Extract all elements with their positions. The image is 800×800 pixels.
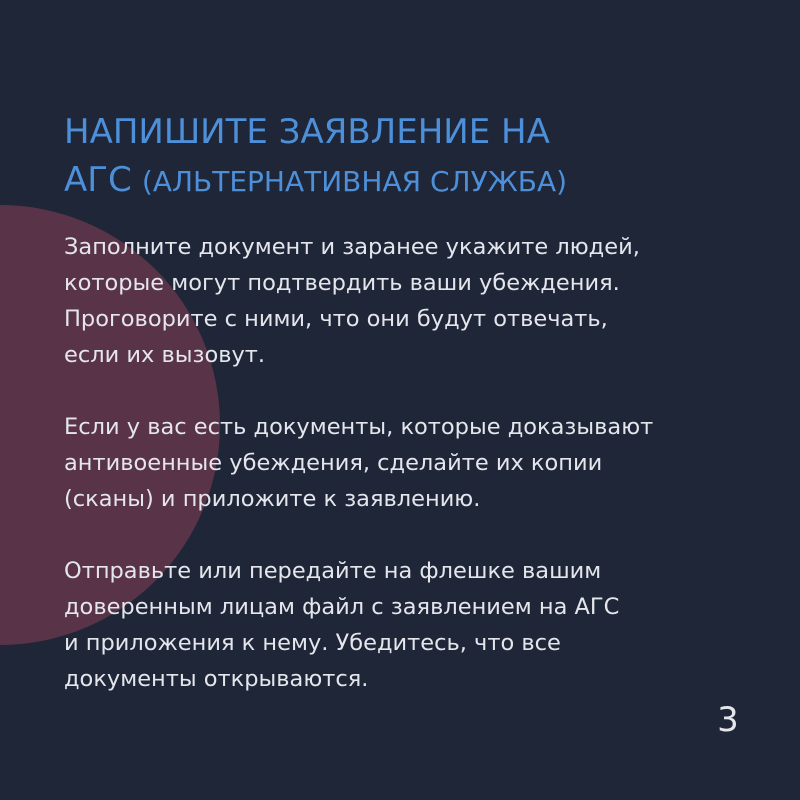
paragraph-line: документы открываются. [64, 666, 369, 692]
paragraph-line: Заполните документ и заранее укажите людей, [64, 234, 640, 260]
paragraph-line: антивоенные убеждения, сделайте их копии [64, 450, 603, 476]
paragraph-fill-document [64, 229, 764, 373]
title-line-2 [64, 156, 754, 206]
paragraph-line: которые могут подтвердить ваши убеждения. [64, 270, 620, 296]
page-number: 3 [717, 700, 739, 740]
paragraph-line: (сканы) и приложите к заявлению. [64, 486, 481, 512]
title-acronym: АГС [64, 160, 132, 200]
paragraph-line: и приложения к нему. Убедитесь, что все [64, 630, 561, 656]
paragraph-attach-documents [64, 409, 764, 517]
title-expansion: (АЛЬТЕРНАТИВНАЯ СЛУЖБА) [141, 165, 568, 198]
title-line-1: НАПИШИТЕ ЗАЯВЛЕНИЕ НА [64, 112, 550, 152]
paragraph-line: Проговорите с ними, что они будут отвечать, [64, 306, 608, 332]
slide-title [64, 108, 754, 206]
paragraph-line: если их вызовут. [64, 342, 266, 368]
paragraph-line: Отправьте или передайте на флешке вашим [64, 558, 602, 584]
instruction-text [64, 229, 764, 733]
paragraph-line: доверенным лицам файл с заявлением на АГС [64, 594, 620, 620]
paragraph-line: Если у вас есть документы, которые доказывают [64, 414, 654, 440]
paragraph-send-files [64, 553, 764, 697]
